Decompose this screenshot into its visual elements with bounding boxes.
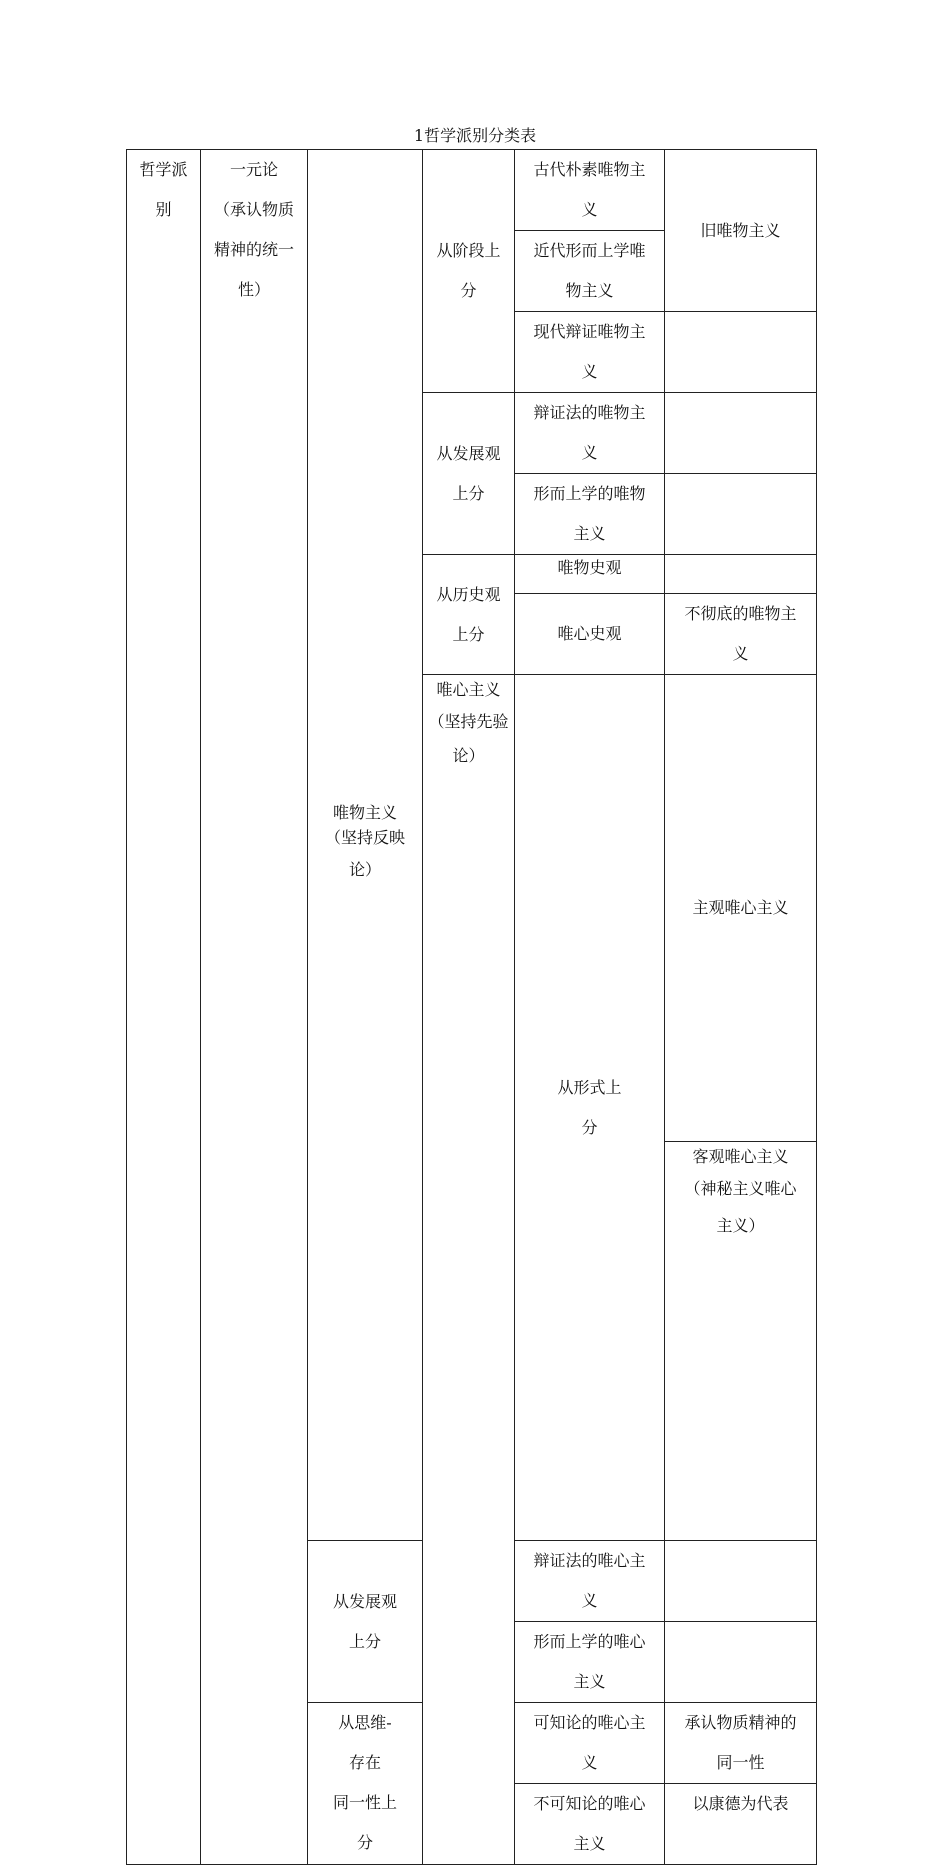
root-category-line: 哲学派	[139, 160, 188, 179]
root-category-line: 别	[155, 200, 172, 219]
materialism-history-item-text: 唯心史观	[557, 624, 622, 643]
idealism-thought-existence-note-text: 同一性	[716, 1753, 765, 1772]
materialism-development-item-text: 形而上学的唯物	[533, 484, 646, 503]
idealism-form-label: 从形式上	[557, 1077, 622, 1097]
idealism-label: 论）	[452, 746, 485, 765]
materialism-stage-item-text: 现代辩证唯物主	[533, 322, 646, 341]
philosophy-classification-table	[126, 149, 817, 1865]
idealism-form-item	[665, 675, 817, 1142]
materialism-development-note	[665, 393, 817, 474]
idealism-form-item-text: 主观唯心主义	[692, 898, 789, 917]
materialism-stage-item-text: 近代形而上学唯	[533, 241, 646, 260]
idealism-thought-existence-label: 同一性上	[332, 1793, 397, 1812]
idealism-development-item-text: 形而上学的唯心	[533, 1632, 646, 1651]
materialism-history-note-text: 不彻底的唯物主	[684, 604, 797, 623]
idealism-development-item-text: 辩证法的唯心主	[533, 1551, 646, 1570]
idealism-form-cell	[515, 675, 665, 1541]
monism-line: 精神的统一	[213, 240, 294, 259]
idealism-thought-existence-item-text: 主义	[573, 1834, 606, 1853]
materialism-history-item	[515, 555, 665, 594]
materialism-history-item-text: 唯物史观	[557, 558, 622, 577]
materialism-stage-label: 分	[460, 281, 477, 300]
materialism-stage-item	[515, 150, 665, 231]
idealism-development-item-text: 义	[581, 1591, 598, 1610]
idealism-thought-existence-item-text: 不可知论的唯心	[533, 1794, 646, 1813]
monism-cell	[201, 150, 308, 1865]
materialism-stage-note	[665, 312, 817, 393]
idealism-thought-existence-note	[665, 1784, 817, 1865]
materialism-history-label: 从历史观	[436, 584, 501, 604]
idealism-form-label: 分	[581, 1117, 598, 1137]
idealism-development-note	[665, 1622, 817, 1703]
materialism-stage-item-text: 义	[581, 362, 598, 381]
monism-line: 一元论	[229, 160, 278, 179]
idealism-development-label: 上分	[348, 1631, 381, 1651]
materialism-stage-item	[515, 231, 665, 312]
idealism-thought-existence-label: 分	[356, 1833, 373, 1852]
idealism-development-item	[515, 1541, 665, 1622]
idealism-thought-existence-cell	[308, 1703, 423, 1865]
idealism-label: （坚持先验	[428, 712, 509, 731]
materialism-development-item-text: 主义	[573, 524, 606, 543]
page-title: 1哲学派别分类表	[413, 126, 537, 145]
idealism-form-item	[665, 1142, 817, 1541]
materialism-stage-item-text: 古代朴素唯物主	[533, 160, 646, 179]
materialism-label: 唯物主义	[332, 803, 397, 822]
materialism-development-cell	[423, 393, 515, 555]
materialism-cell	[308, 150, 423, 1541]
idealism-thought-existence-note-text: 以康德为代表	[692, 1794, 789, 1813]
materialism-development-note	[665, 474, 817, 555]
idealism-thought-existence-label: 存在	[348, 1753, 381, 1772]
materialism-development-label: 从发展观	[436, 443, 501, 463]
idealism-development-item-text: 主义	[573, 1672, 606, 1691]
idealism-form-item-text: 主义）	[716, 1216, 765, 1235]
materialism-history-note	[665, 594, 817, 675]
materialism-history-item	[515, 594, 665, 675]
materialism-history-label: 上分	[452, 624, 485, 644]
monism-line: （承认物质	[213, 200, 294, 219]
materialism-stage-item	[515, 312, 665, 393]
idealism-development-note	[665, 1541, 817, 1622]
materialism-stage-label: 从阶段上	[436, 241, 501, 260]
materialism-stage-item-text: 物主义	[565, 281, 614, 300]
idealism-thought-existence-note	[665, 1703, 817, 1784]
materialism-history-note	[665, 555, 817, 594]
idealism-thought-existence-item	[515, 1703, 665, 1784]
materialism-label: 论）	[348, 860, 381, 879]
materialism-development-item-text: 义	[581, 443, 598, 462]
materialism-label: （坚持反映	[324, 828, 405, 847]
idealism-label: 唯心主义	[436, 680, 501, 699]
idealism-form-item-text: （神秘主义唯心	[684, 1179, 797, 1198]
old-materialism-note: 旧唯物主义	[665, 150, 817, 312]
idealism-development-cell	[308, 1541, 423, 1703]
materialism-development-item-text: 辩证法的唯物主	[533, 403, 646, 422]
idealism-thought-existence-item	[515, 1784, 665, 1865]
idealism-cell	[423, 675, 515, 1865]
idealism-thought-existence-label: 从思维-	[338, 1713, 392, 1732]
monism-line: 性）	[237, 280, 270, 299]
idealism-thought-existence-item-text: 可知论的唯心主	[533, 1713, 646, 1732]
materialism-development-label: 上分	[452, 483, 485, 503]
idealism-development-label: 从发展观	[332, 1591, 397, 1611]
materialism-development-item	[515, 474, 665, 555]
materialism-stage-item-text: 义	[581, 200, 598, 219]
root-category-cell	[127, 150, 201, 1865]
materialism-stage-cell	[423, 150, 515, 393]
idealism-development-item	[515, 1622, 665, 1703]
idealism-thought-existence-item-text: 义	[581, 1753, 598, 1772]
materialism-development-item	[515, 393, 665, 474]
idealism-form-item-text: 客观唯心主义	[692, 1147, 789, 1166]
materialism-history-cell	[423, 555, 515, 675]
materialism-history-note-text: 义	[732, 644, 749, 663]
idealism-thought-existence-note-text: 承认物质精神的	[684, 1713, 797, 1732]
